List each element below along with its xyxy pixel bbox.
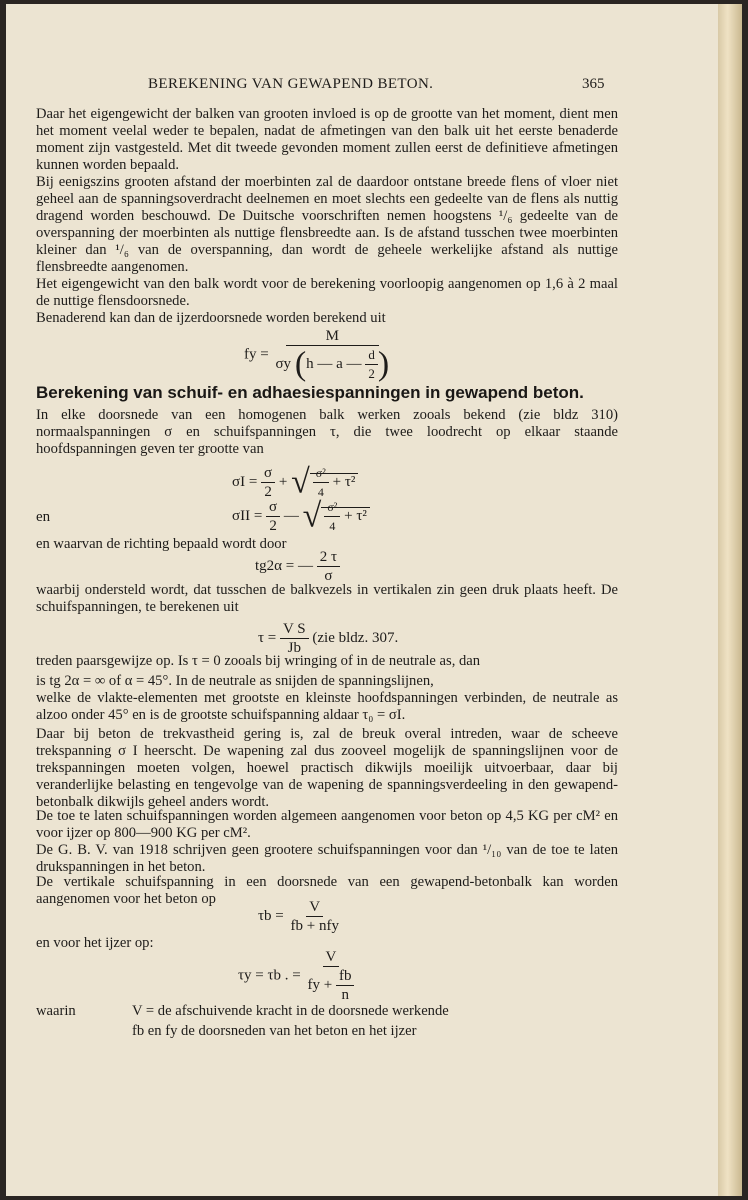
- running-header: BEREKENING VAN GEWAPEND BETON.: [148, 76, 434, 92]
- paragraph-eigengewicht: Daar het eigengewicht der balken van grooten invloed is op de grootte van het moment, dient men het moment veelal weder te bepalen, nadat de afmetingen van den balk uit het eerste benaderde moment zijn vastgesteld. Met dit tweede gevonden moment zullen eerst de definitieve afmetingen kunnen worden bepaald.: [36, 106, 618, 174]
- paragraph-paarsgewijze-line1: treden paarsgewijze op. Is τ = 0 zooals bij wringing of in de neutrale as, dan: [36, 653, 481, 669]
- definition-v: V = de afschuivende kracht in de doorsnede werkende: [132, 1003, 449, 1019]
- formula-tau-y: τy = τb . = V fy + $\frac{fb}{n}$: [238, 948, 357, 1004]
- paragraph-ijzer: en voor het ijzer op:: [36, 935, 154, 951]
- paragraph-richting: en waarvan de richting bepaald wordt door: [36, 536, 287, 552]
- paragraph-balkvezels: waarbij ondersteld wordt, dat tusschen de balkvezels in vertikalen zin geen druk plaats heeft. De schuifspanningen, te berekenen uit: [36, 582, 618, 616]
- label-waarin: waarin: [36, 1003, 76, 1019]
- formula-tau-b: τb = $\frac{V}{\text{fb + nfy}}$: [258, 899, 339, 934]
- paragraph-trekvastheid: Daar bij beton de trekvastheid gering is, zal de breuk overal intreden, waar de scheeve trekspanning σ I heerscht. De wapening zal dus zooveel mogelijk de spanningslijnen voor de trekspanningen moeten volgen, hoewel practisch dikwijls moeilijk uitvoerbaar, daar bij veranderlijke belasting en tengevolge van de wapening de spanningsverdeeling in den gewapend-betonbalk dikwijls geheel anders wordt.: [36, 726, 618, 811]
- formula-fy-lhs: fy =: [244, 346, 269, 363]
- book-spine: [718, 4, 742, 1196]
- page-number: 365: [582, 76, 605, 92]
- formula-tg2alpha: tg2α = — $\frac{2 \tau}{\sigma}$: [255, 548, 340, 585]
- paragraph-hoofdspanningen: In elke doorsnede van een homogenen balk werken zooals bekend (zie bldz 310) normaalspanningen σ en schuifspanningen τ, die twee loodrecht op elkaar staande hoofdspanningen geven ter grootte van: [36, 407, 618, 458]
- section-heading: Berekening van schuif- en adhaesiespanningen in gewapend beton.: [36, 383, 584, 402]
- label-en: en: [36, 509, 51, 525]
- formula-fy: [244, 327, 392, 383]
- paragraph-vertikale: De vertikale schuifspanning in een doorsnede van een gewapend-betonbalk kan worden aangenomen voor het beton op: [36, 874, 618, 908]
- formula-tau: τ = $\frac{\text{V S}}{Jb}$ (zie bldz. 307.: [258, 621, 399, 656]
- paragraph-vlakte-elementen: welke de vlakte-elementen met grootste en kleinste hoofdspanningen verbinden, de neutrale as alzoo onder 45° en is de grootste schuifspanning aldaar τ₀ = σI.: [36, 690, 618, 724]
- formula-sigma-two: σII = $\frac{\sigma}{2}$ — √ $\frac{\text{σ²}}{4}$ + τ²: [232, 498, 370, 535]
- paragraph-balkgewicht: Het eigengewicht van den balk wordt voor de berekening voorloopig aangenomen op 1,6 à 2 maal de nuttige flensdoorsnede.: [36, 276, 618, 310]
- formula-sigma-one: σI = $\frac{\sigma}{2}$ + √ $\frac{\text{σ²}}{4}$ + τ²: [232, 464, 358, 501]
- paragraph-flensbreedte: Bij eenigszins grooten afstand der moerbinten zal de daardoor ontstane breede flens of vloer niet geheel aan de spanningsoverdracht deelnemen en moet slechts een gedeelte van de flens als nuttig dragend worden beschouwd. De Duitsche voorschriften nemen hoogstens ¹/₆ gedeelte van de overspanning der moerbinten als nuttige flensbreedte aan. Is de afstand tusschen twee moerbinten kleiner dan ¹/₆ van de overspanning, dan wordt de geheele werkelijke afstand als nuttige flensbreedte aangenomen.: [36, 174, 618, 276]
- formula-fy-numerator: M: [286, 327, 379, 346]
- paragraph-benaderend: Benaderend kan dan de ijzerdoorsnede worden berekend uit: [36, 310, 386, 326]
- paragraph-gbv-1918: De G. B. V. van 1918 schrijven geen grootere schuifspanningen voor dan ¹/₁₀ van de toe te laten drukspanningen in het beton.: [36, 842, 618, 876]
- formula-fy-denominator: σy (h — a — $\frac{d}{2}$ ): [275, 345, 390, 383]
- paragraph-toelaatbaar: De toe te laten schuifspanningen worden algemeen aangenomen voor beton op 4,5 KG per cM² en voor ijzer op 800—900 KG per cM².: [36, 808, 618, 842]
- paragraph-paarsgewijze-line2: is tg 2α = ∞ of α = 45°. In de neutrale as snijden de spanningslijnen,: [36, 673, 434, 689]
- definition-fb-fy: fb en fy de doorsneden van het beton en het ijzer: [132, 1023, 417, 1039]
